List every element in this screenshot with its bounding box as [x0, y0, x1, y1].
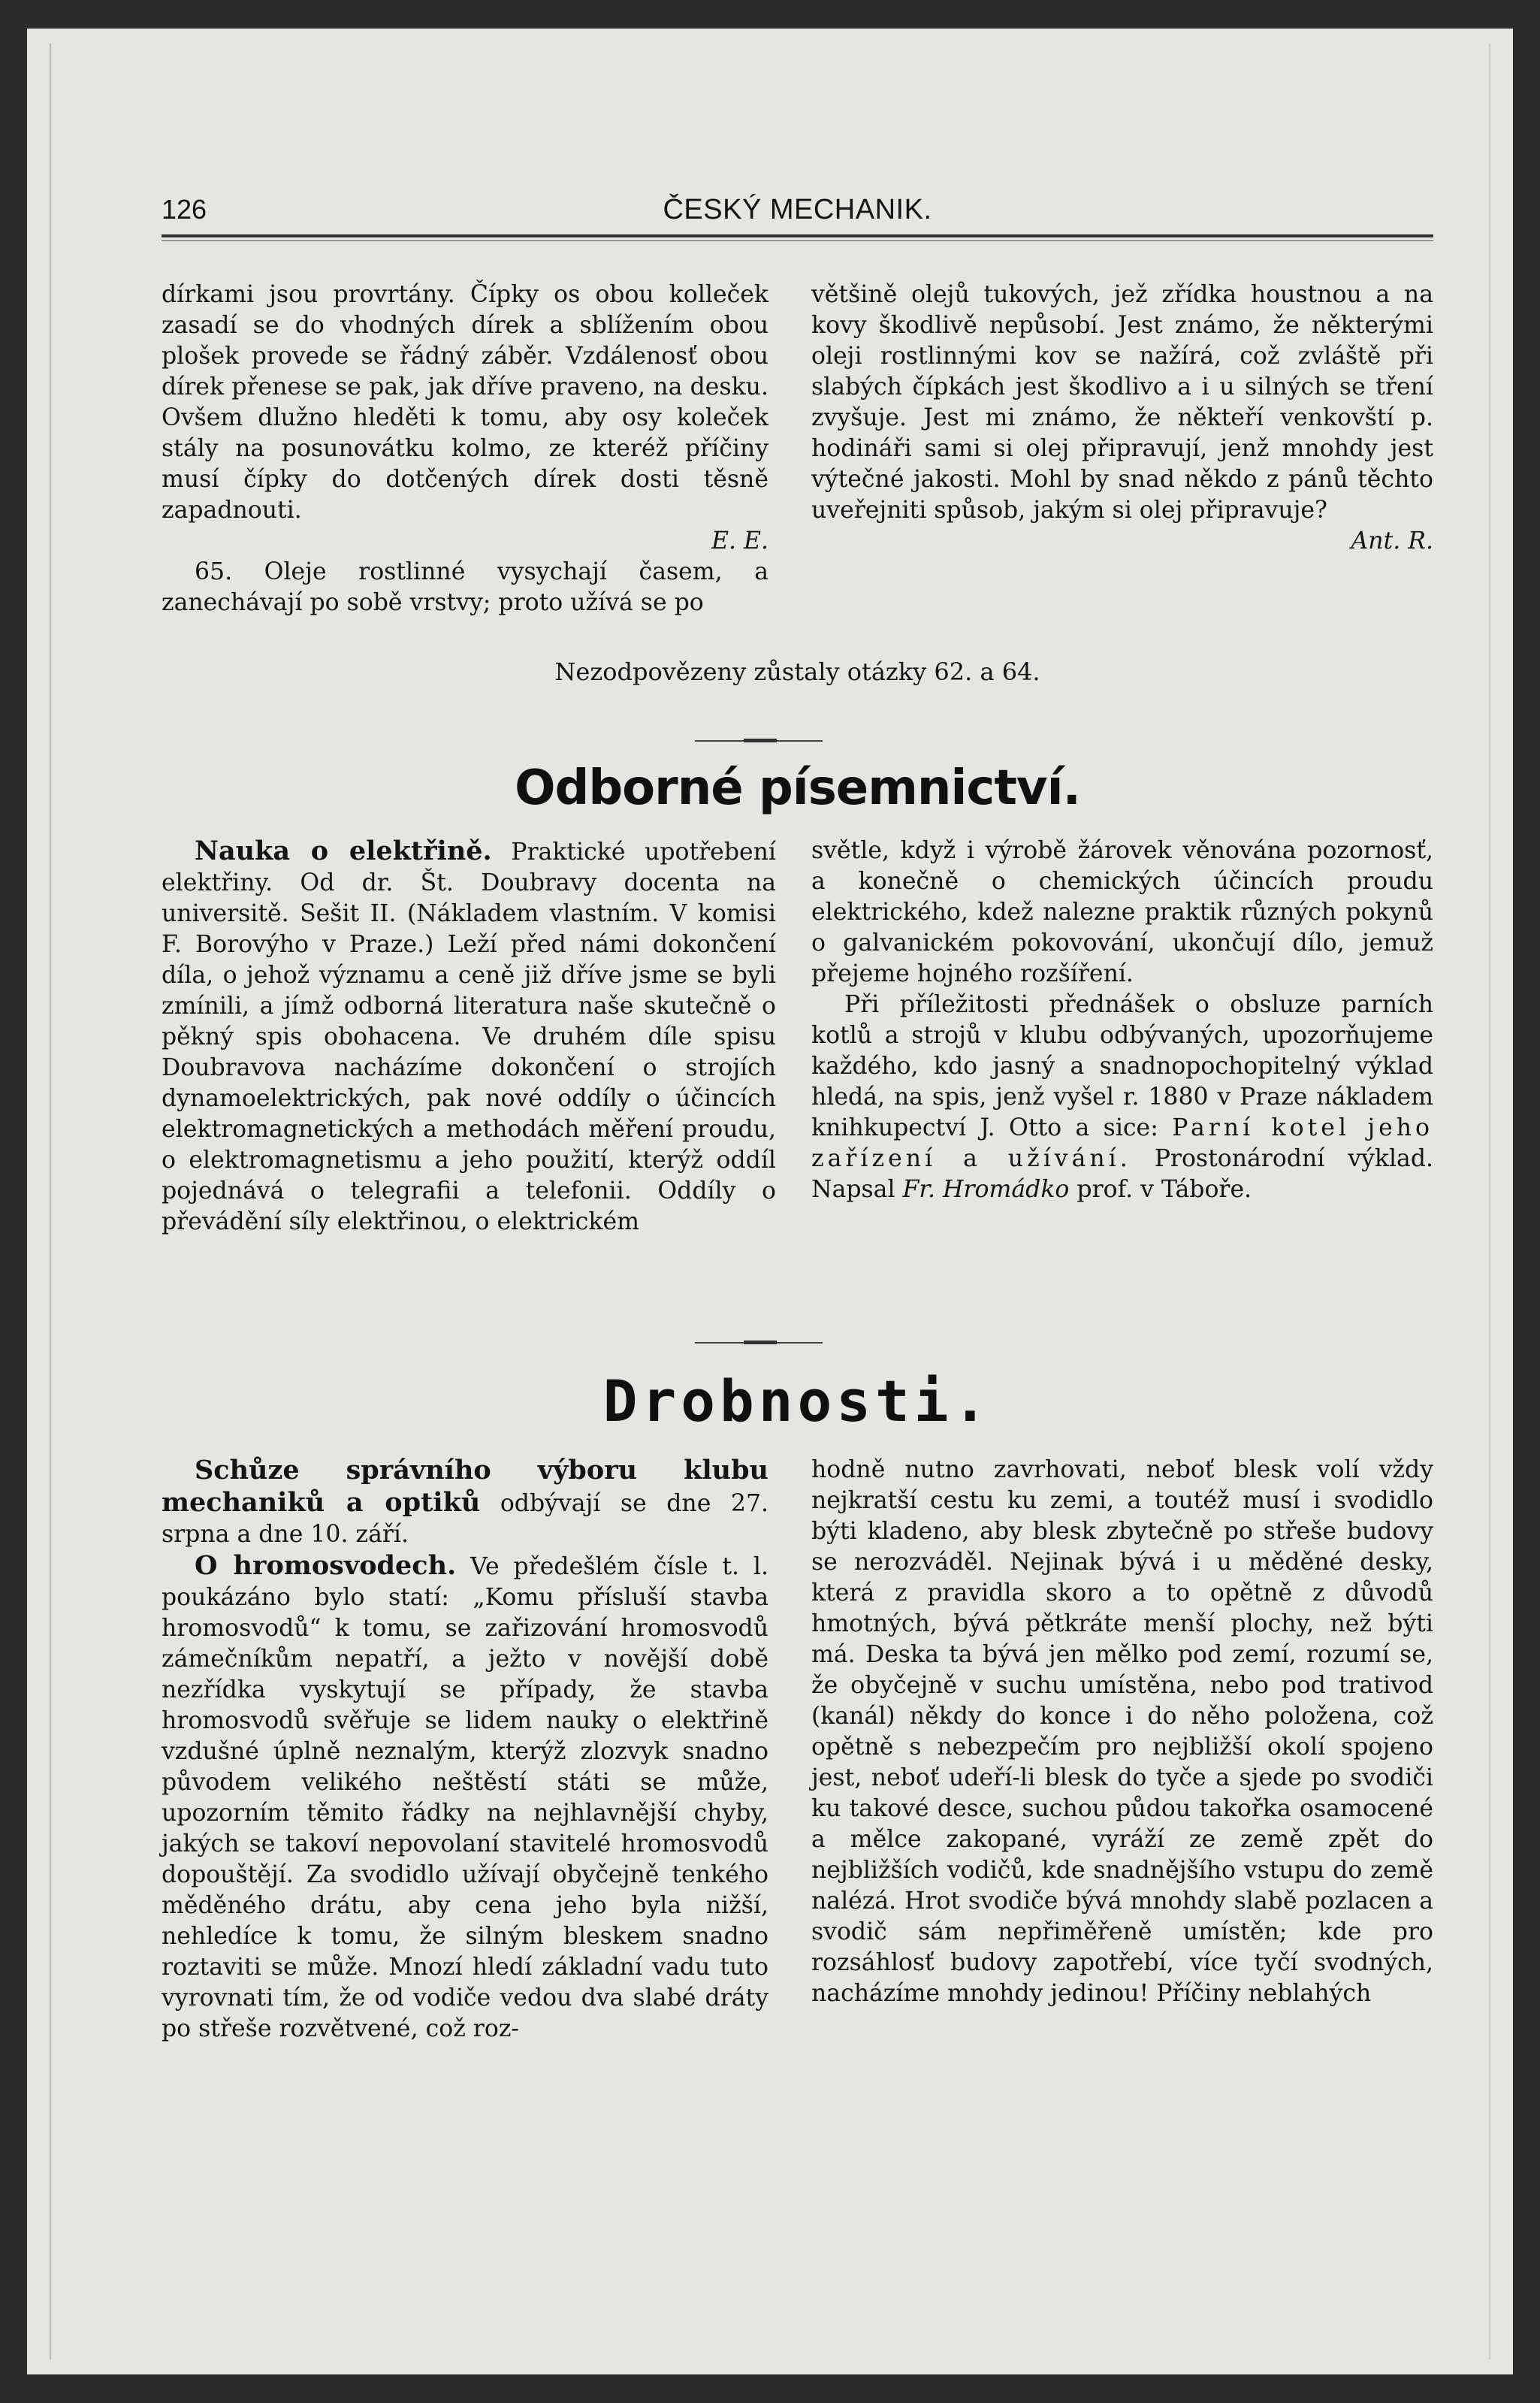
page-number: 126	[162, 194, 207, 225]
notice-book-title: Parní kotel jeho zařízení a užívání.	[811, 1114, 1434, 1172]
meeting-text: odbývají se dne 27. srpna a dne 10. září.	[162, 1490, 768, 1548]
lightning-rod-text: Ve předešlém čísle t. l. poukázáno bylo statí: „Komu přísluší stavba hromosvodů“ k tomu, se zařizování hromosvodů zámečníkům nepatří, a ježto v novější době nezřídka vyskytují se případy, že stavba hromosvodů svěřuje se lidem nauky o elektřině vzdušné úplně neznalým, kterýž zlozvyk snadno původem velikého neštěstí státi se může, upozorním těmito řádky na nejhlavnější chyby, jakých se takoví nepovolaní stavitelé hromosvodů dopouštějí. Za svodidlo užívají obyčejně tenkého měděného drátu, aby cena jeho byla nižší, nehledíce k tomu, že silným bleskem snadno roztaviti se může. Mnozí hledí základní vadu tuto vyrovnati tím, že od vodiče vedou dva slabé dráty po střeše rozvětvené, což roz-	[162, 1553, 769, 2042]
ornament-dash	[744, 739, 777, 742]
section1-left-column	[162, 836, 776, 1238]
lightning-rod-continued: hodně nutno zavrhovati, neboť blesk volí vždy nejkratší cestu ku zemi, a toutéž musí i svodidlo býti kladeno, aby blesk zbytečně po střeše budovy se nerozváděl. Nejinak bývá i u měděné desky, která z pravidla skoro a to opětně z důvodů hmotných, bývá pětkráte menší plochy, než býti má. Deska ta bývá jen mělko pod zemí, rozumí se, že obyčejně v suchu umístěna, nebo pod trativod (kanál) někdy do konce i do něho položena, což opětně s nebezpečím pro nejbližší okolí spojeno jest, neboť udeří-li blesk do tyče a sjede po svodiči ku takové desce, suchou půdou takořka osamocené a mělce zakopané, vyráží ze země zpět do nejbližších vodičů, kde snadnějšího vstupu do země nalézá. Hrot svodiče bývá mnohdy slabě pozlacen a svodič sám nepřiměřeně umístěn; kde pro rozsáhlosť budovy zapotřebí, více tyčí svodných, nacházíme mnohdy jedinou! Příčiny neblahých	[811, 1456, 1433, 2007]
ornament-dash-2	[744, 1341, 777, 1344]
notice-start: Při příležitosti přednášek o obsluze parních kotlů a strojů v klubu odbývaných, upozorňujeme každého, kdo jasný a snadnopochopitelný výklad hledá, na spis, jenž vyšel r. 1880 v Praze nákladem knihkupectví J. Otto a sice:	[811, 991, 1433, 1141]
top-right-column	[811, 280, 1433, 557]
lightning-rod-lead: O hromosvodech.	[195, 1550, 457, 1581]
answer-65: 65. Oleje rostlinné vysychají časem, a zanechávají po sobě vrstvy; proto užívá se po	[162, 558, 768, 616]
book-review-continued: světle, když i výrobě žárovek věnována pozornosť, a konečně o chemických účincích proudu elektrického, kdež nalezne praktik různých pokynů o galvanickém pokovování, ukončují dílo, jemuž přejeme hojného rozšíření.	[811, 837, 1433, 987]
unanswered-questions: Nezodpovězeny zůstaly otázky 62. a 64.	[554, 657, 1040, 686]
notice-mid: Prostonárodní výklad. Napsal	[811, 1145, 1433, 1203]
section2-right-column	[811, 1455, 1433, 2009]
signature-ee: E. E.	[711, 527, 768, 555]
book-title-lead: Nauka o elektřině.	[195, 836, 492, 866]
book-review-text: Praktické upotřebení elektřiny. Od dr. Št. Doubravy docenta na universitě. Sešit II. (Nákladem vlastním. V komisi F. Borovýho v Praze.) Leží před námi dokončení díla, o jehož významu a ceně již dříve jsme se byli zmínili, a jímž odborná literatura naše skutečně o pěkný spis obohacena. Ve druhém díle spisu Doubravova nacházíme dokončení o strojích dynamoelektrických, pak nové oddíly o účincích elektromagnetických a methodách měření proudu, o elektromagnetismu a jeho použití, kterýž oddíl pojednává o telegrafii a telefonii. Oddíly o převádění síly elektřinou, o elektrickém	[162, 839, 776, 1235]
section-heading-odborne: Odborné písemnictví.	[515, 760, 1080, 816]
top-left-column	[162, 280, 768, 618]
page-header	[162, 194, 1433, 228]
section2-left-column	[162, 1455, 768, 2045]
answer-65-continued: většině olejů tukových, jež zřídka houstnou a na kovy škodlivě nepůsobí. Jest známo, že některými oleji rostlinnými kov se nažírá, což zvláště při slabých čípkách jest škodlivo a i u silných se tření zvyšuje. Jest mi známo, že někteří venkovští p. hodináři sami si olej připravují, jenž mnohdy jest výtečné jakosti. Mohl by snad někdo z pánů těchto uveřejniti spůsob, jakým si olej připravuje?	[811, 281, 1433, 524]
signature-ant-r: Ant. R.	[1351, 527, 1433, 555]
notice-author: Fr. Hromádko	[902, 1176, 1070, 1203]
notice-end: prof. v Táboře.	[1076, 1176, 1252, 1203]
section-heading-drobnosti: Drobnosti.	[602, 1368, 992, 1434]
section1-right-column	[811, 836, 1433, 1205]
meeting-lead: Schůze správního výboru klubu mechaniků a optiků	[162, 1455, 768, 1518]
answer-paragraph: dírkami jsou provrtány. Čípky os obou kolleček zasadí se do vhodných dírek a sblížením obou plošek provede se řádný záběr. Vzdálenosť obou dírek přenese se pak, jak dříve praveno, na desku. Ovšem dlužno hleděti k tomu, aby osy koleček stály na posunovátku kolmo, ze kteréž příčiny musí čípky do dotčených dírek dosti těsně zapadnouti.	[162, 281, 768, 524]
header-rule	[162, 234, 1433, 237]
header-rule-thin	[162, 240, 1433, 241]
running-title: ČESKÝ MECHANIK.	[663, 194, 932, 225]
